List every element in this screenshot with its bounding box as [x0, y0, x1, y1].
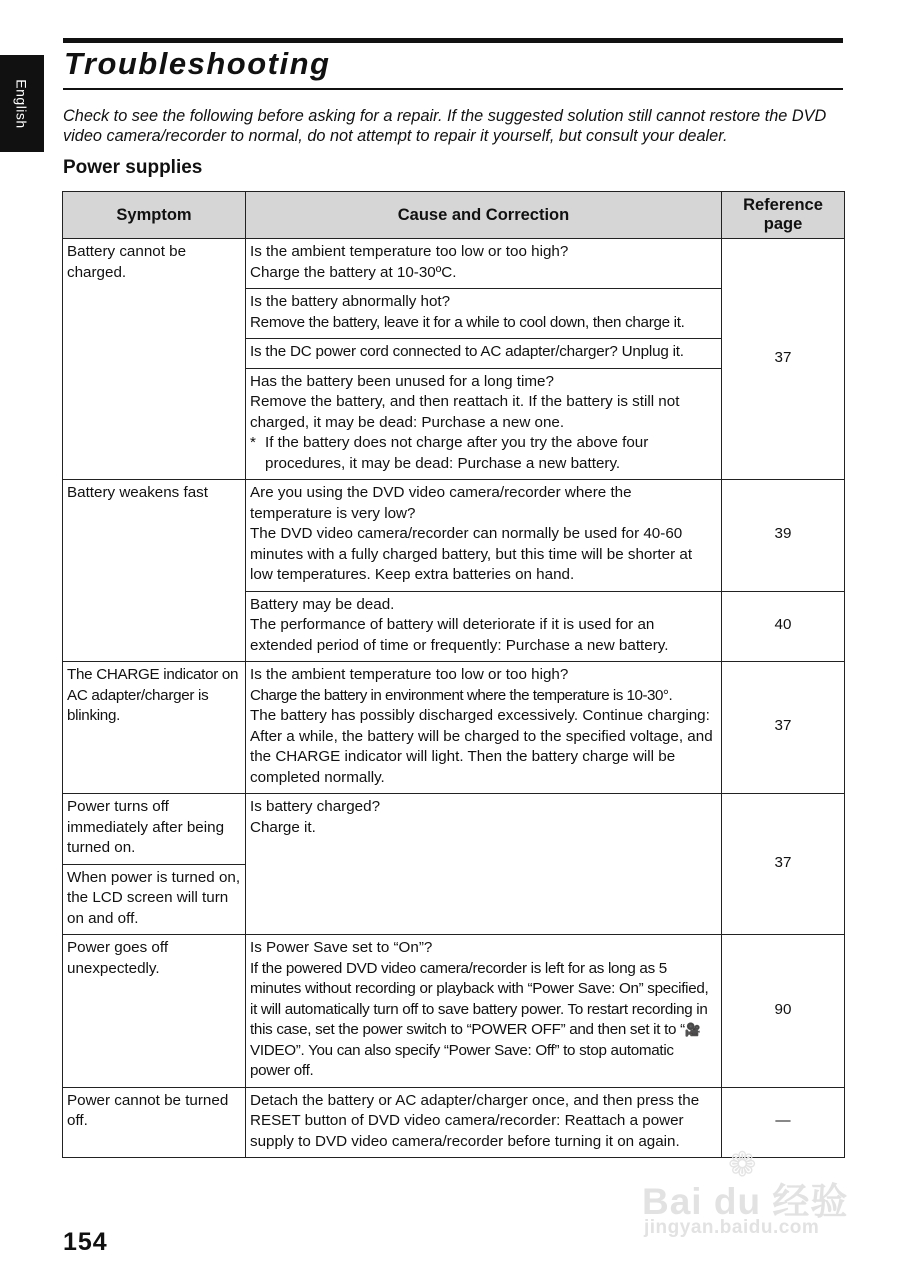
reference-cell: 90 — [722, 935, 845, 1088]
cause-cell — [246, 480, 722, 592]
cause-line: Is Power Save set to “On”? — [250, 939, 433, 956]
table-row — [63, 480, 845, 592]
title-rule-top — [63, 38, 843, 43]
cause-line: Remove the battery, leave it for a while to cool down, then charge it. — [250, 313, 685, 331]
page-title: Troubleshooting — [64, 46, 331, 81]
symptom-cell: Battery weakens fast — [63, 480, 246, 662]
cause-line: The battery has possibly discharged excessively. Continue charging: After a while, the battery will be charged to the specified voltage, and the CHARGE indicator will light. Then the battery charge will be completed normally. — [250, 707, 713, 786]
table-row — [63, 239, 845, 289]
cause-cell — [246, 368, 722, 480]
reference-cell: 37 — [722, 662, 845, 794]
cause-line — [250, 959, 717, 1082]
cause-line: Charge the battery in environment where the temperature is 10-30°. — [250, 686, 673, 704]
reference-cell: 37 — [722, 794, 845, 935]
page-number: 154 — [63, 1228, 108, 1256]
symptom-cell: Battery cannot be charged. — [63, 239, 246, 480]
cause-text-tail: VIDEO”. You can also specify “Power Save: Off” to stop automatic power off. — [250, 1041, 674, 1079]
header-reference — [722, 192, 845, 239]
reference-cell: 40 — [722, 591, 845, 662]
cause-line: Is the battery abnormally hot? — [250, 293, 451, 310]
baidu-watermark — [640, 1145, 852, 1245]
table-row — [63, 935, 845, 1088]
cause-line: Remove the battery, and then reattach it. If the battery is still not charged, it may be dead: Purchase a new one. — [250, 393, 680, 431]
cause-cell — [246, 339, 722, 369]
section-heading: Power supplies — [63, 157, 203, 178]
cause-line: Are you using the DVD video camera/recorder where the temperature is very low? — [250, 484, 632, 522]
asterisk-marker: * — [250, 434, 256, 451]
paw-icon: ❁ — [728, 1146, 757, 1184]
footnote-text: If the battery does not charge after you try the above four procedures, it may be dead: Purchase a new battery. — [265, 434, 649, 472]
symptom-cell: When power is turned on, the LCD screen will turn on and off. — [63, 864, 246, 935]
cause-line: Is the ambient temperature too low or too high? — [250, 243, 569, 260]
cause-cell — [246, 239, 722, 289]
reference-cell: — — [722, 1087, 845, 1158]
header-reference-line2: page — [763, 215, 803, 233]
language-tab-label: English — [14, 78, 31, 129]
cause-line: The DVD video camera/recorder can normally be used for 40-60 minutes with a fully charged battery, but this time will be shorter at low temperatures. Keep extra batteries on hand. — [250, 525, 693, 583]
header-symptom: Symptom — [63, 192, 246, 239]
cause-line: Detach the battery or AC adapter/charger once, and then press the RESET button of DVD video camera/recorder: Reattach a power supply to DVD video camera/recorder before turning it on again. — [250, 1091, 700, 1150]
cause-line: Is the DC power cord connected to AC adapter/charger? Unplug it. — [250, 343, 684, 360]
header-reference-line1: Reference — [743, 196, 823, 214]
watermark-main-text: Bai du 经验 — [642, 1181, 849, 1222]
video-camera-icon: 🎥 — [684, 1022, 701, 1037]
cause-line: Is battery charged? — [250, 798, 381, 815]
cause-line: Has the battery been unused for a long time? — [250, 372, 554, 390]
cause-cell — [246, 935, 722, 1088]
cause-cell — [246, 591, 722, 662]
cause-line: Is the ambient temperature too low or too high? — [250, 666, 569, 683]
cause-cell — [246, 662, 722, 794]
cause-line: Battery may be dead. — [250, 595, 395, 613]
title-rule-bottom — [63, 88, 843, 90]
watermark-url-text: jingyan.baidu.com — [644, 1217, 820, 1238]
table-header-row — [63, 192, 845, 239]
cause-line: The performance of battery will deteriorate if it is used for an extended period of time or frequently: Purchase a new battery. — [250, 616, 669, 654]
troubleshooting-table — [62, 191, 845, 1158]
footnote — [250, 433, 717, 474]
cause-cell — [246, 289, 722, 339]
symptom-cell: The CHARGE indicator on AC adapter/charger is blinking. — [63, 662, 246, 794]
cause-cell — [246, 794, 722, 935]
table-row — [63, 794, 845, 865]
cause-line: Charge it. — [250, 818, 316, 836]
header-cause: Cause and Correction — [246, 192, 722, 239]
cause-text: If the powered DVD video camera/recorder is left for as long as 5 minutes without recording or playback with “Power Save: On” specified, it will automatically turn off to save battery power. To restart recording in this case, set the power switch to “POWER OFF” and then set it to “ — [250, 959, 709, 1038]
table-row — [63, 662, 845, 794]
symptom-cell: Power goes off unexpectedly. — [63, 935, 246, 1088]
symptom-cell: Power cannot be turned off. — [63, 1087, 246, 1158]
reference-cell: 37 — [722, 239, 845, 480]
intro-paragraph: Check to see the following before asking for a repair. If the suggested solution still cannot restore the DVD video camera/recorder to normal, do not attempt to repair it yourself, but consult your dealer. — [63, 107, 827, 145]
cause-line: Charge the battery at 10-30ºC. — [250, 263, 457, 281]
symptom-cell: Power turns off immediately after being turned on. — [63, 794, 246, 865]
language-tab — [0, 55, 44, 152]
reference-cell: 39 — [722, 480, 845, 592]
